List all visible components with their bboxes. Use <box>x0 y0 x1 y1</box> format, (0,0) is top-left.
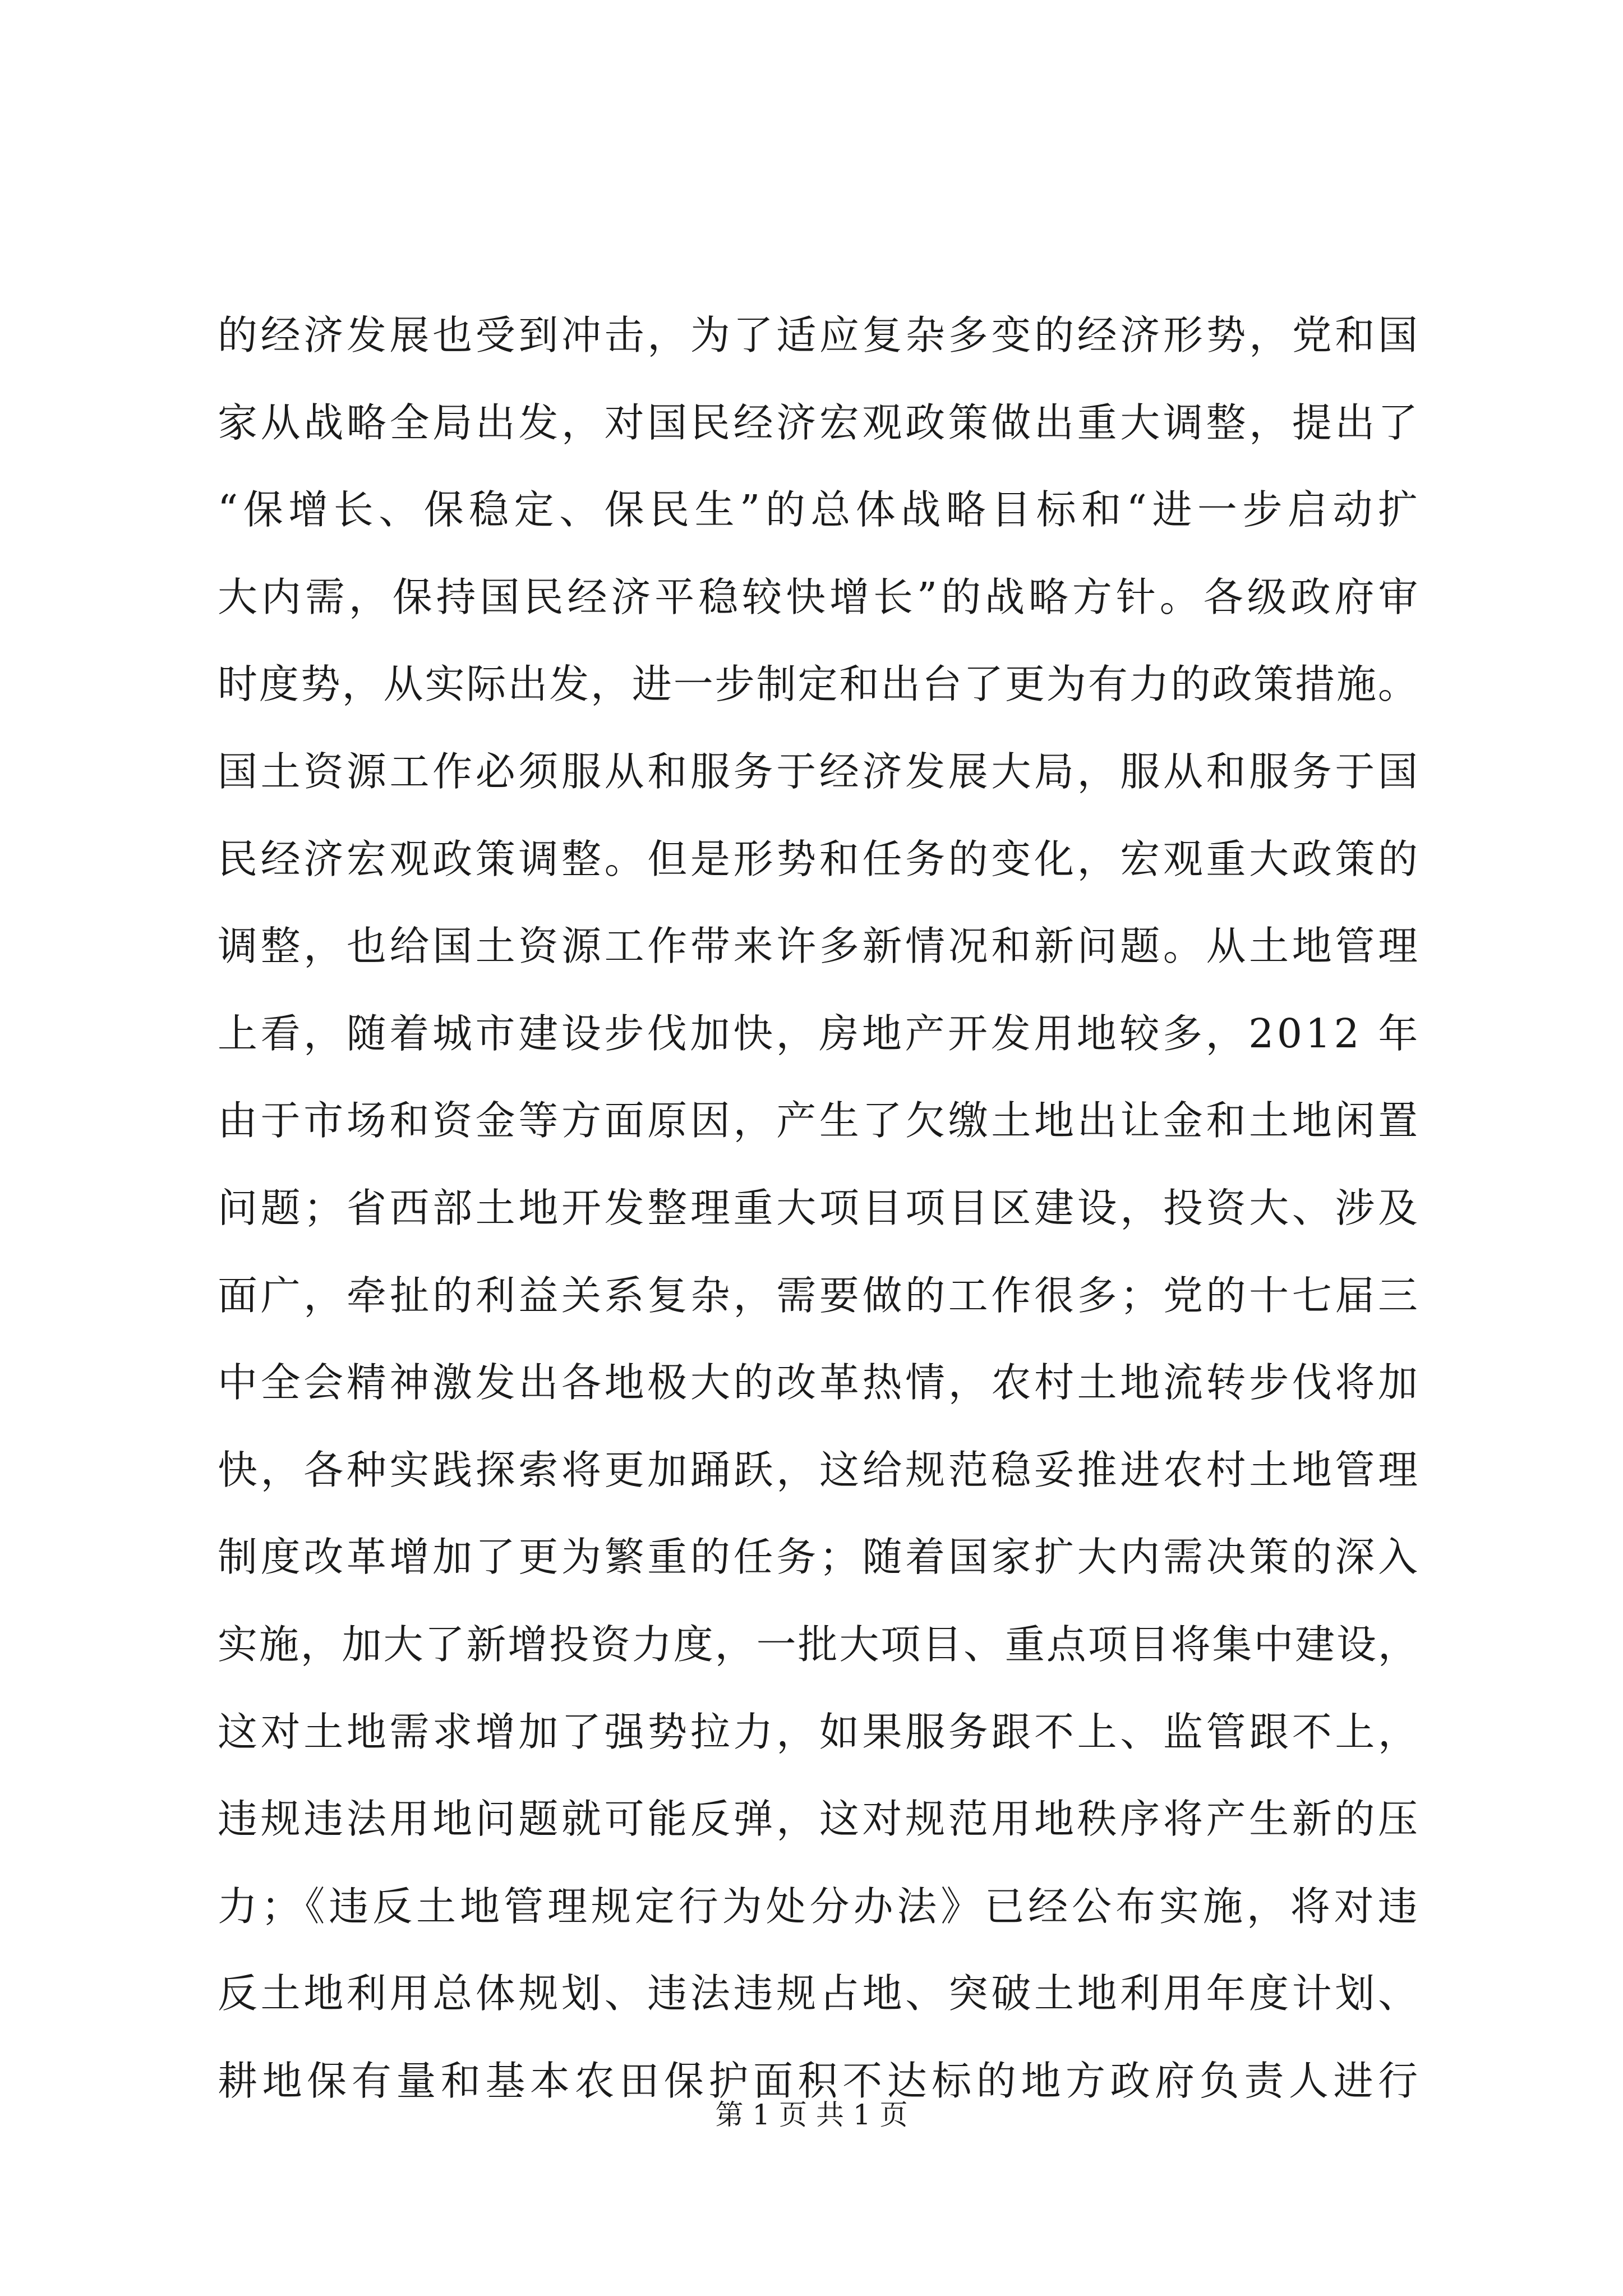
text-line: 实施，加大了新增投资力度，一批大项目、重点项目将集中建设， <box>218 1621 1419 1668</box>
text-line: 违规违法用地问题就可能反弹，这对规范用地秩序将产生新的压 <box>218 1796 1421 1843</box>
body-text <box>218 292 1423 2124</box>
text-line: 中全会精神激发出各地极大的改革热情，农村土地流转步伐将加 <box>218 1359 1421 1406</box>
text-line: 制度改革增加了更为繁重的任务；随着国家扩大内需决策的深入 <box>218 1534 1421 1581</box>
text-line: 民经济宏观政策调整。但是形势和任务的变化，宏观重大政策的 <box>218 835 1421 882</box>
text-line: 家从战略全局出发，对国民经济宏观政策做出重大调整，提出了 <box>218 399 1421 446</box>
text-line: 力；《违反土地管理规定行为处分办法》已经公布实施，将对违 <box>218 1883 1422 1930</box>
text-line: 这对土地需求增加了强势拉力，如果服务跟不上、监管跟不上， <box>218 1708 1421 1755</box>
text-line: 国土资源工作必须服从和服务于经济发展大局，服从和服务于国 <box>218 748 1421 795</box>
text-line: 由于市场和资金等方面原因，产生了欠缴土地出让金和土地闲置 <box>218 1097 1421 1144</box>
page-footer: 第 1 页 共 1 页 <box>715 2099 908 2131</box>
text-line: 调整，也给国土资源工作带来许多新情况和新问题。从土地管理 <box>218 923 1421 970</box>
text-line: 上看，随着城市建设步伐加快，房地产开发用地较多，2012 年 <box>218 1010 1421 1057</box>
text-line: 快，各种实践探索将更加踊跃，这给规范稳妥推进农村土地管理 <box>218 1446 1421 1493</box>
text-line: 大内需，保持国民经济平稳较快增长”的战略方针。各级政府审 <box>218 573 1422 620</box>
text-line: 面广，牵扯的利益关系复杂，需要做的工作很多；党的十七届三 <box>218 1272 1421 1319</box>
text-line: 问题；省西部土地开发整理重大项目项目区建设，投资大、涉及 <box>218 1184 1421 1231</box>
text-line: “保增长、保稳定、保民生”的总体战略目标和“进一步启动扩 <box>218 486 1423 533</box>
text-line: 反土地利用总体规划、违法违规占地、突破土地利用年度计划、 <box>218 1970 1421 2017</box>
text-line: 的经济发展也受到冲击，为了适应复杂多变的经济形势，党和国 <box>218 312 1421 358</box>
text-line: 耕地保有量和基本农田保护面积不达标的地方政府负责人进行 <box>218 2057 1423 2104</box>
text-line: 时度势，从实际出发，进一步制定和出台了更为有力的政策措施。 <box>218 661 1419 708</box>
